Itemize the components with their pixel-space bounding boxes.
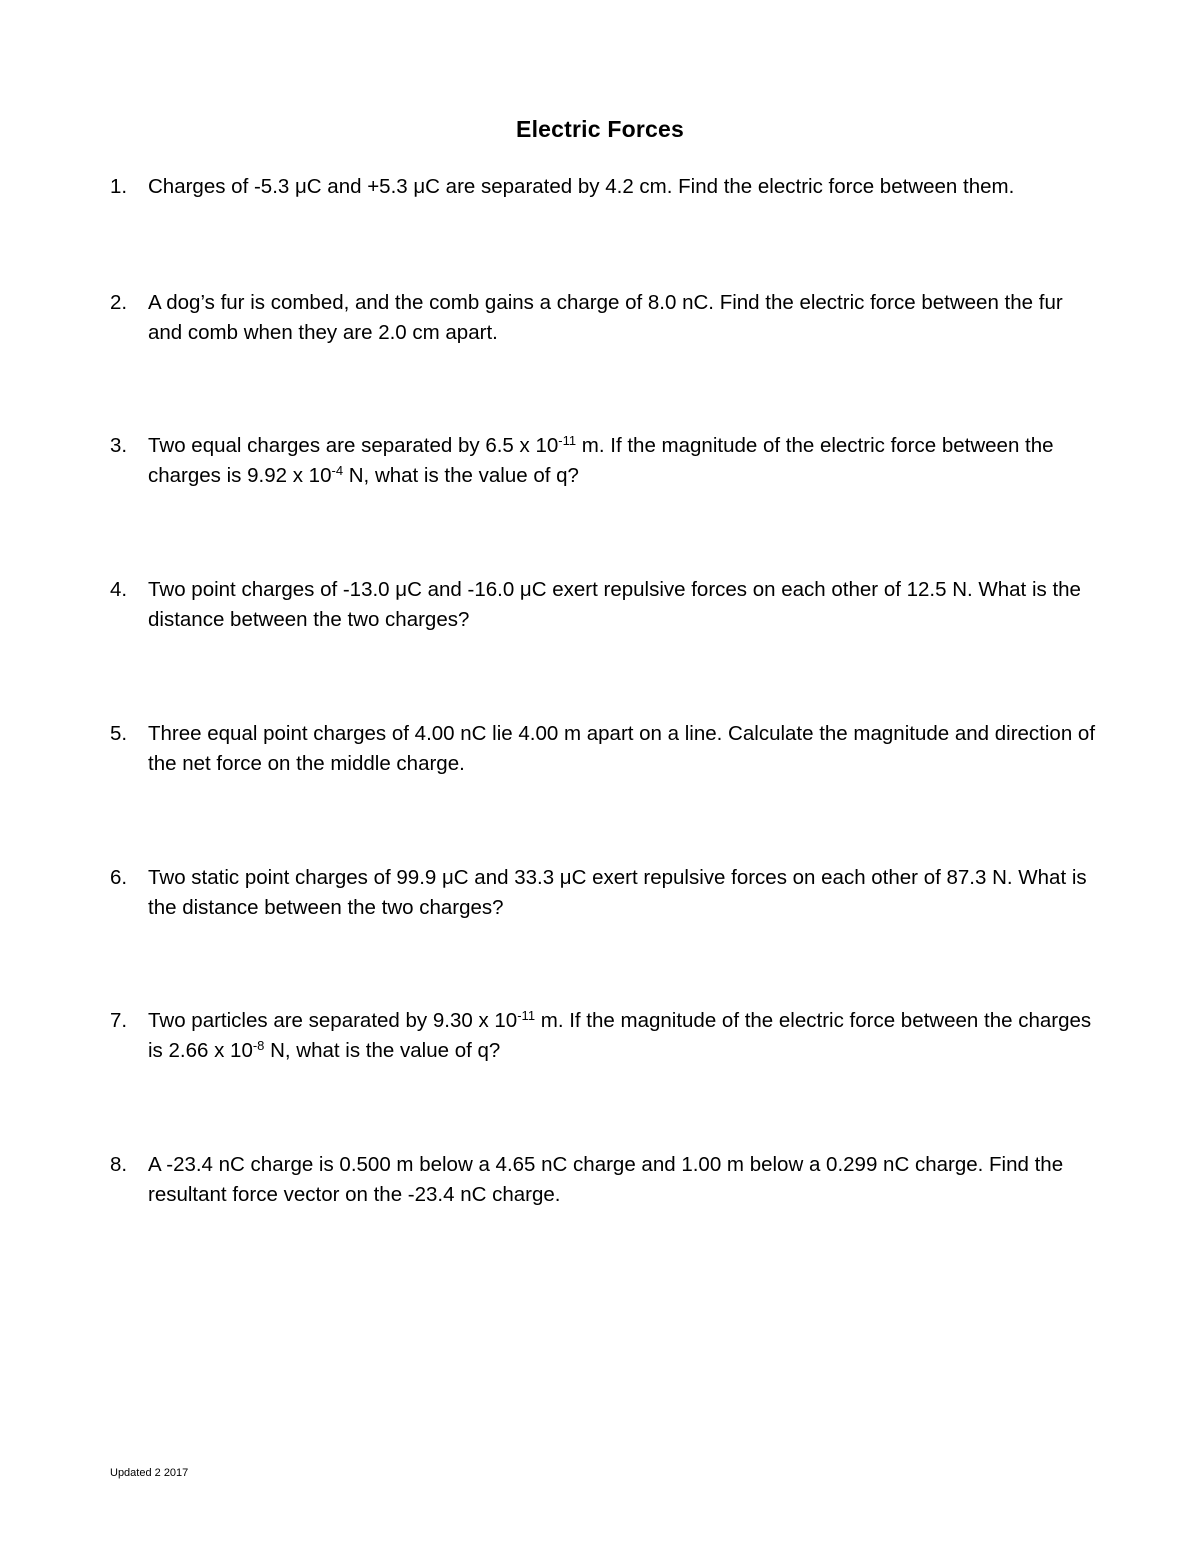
question-1 <box>110 172 1100 202</box>
question-number: 8. <box>110 1153 128 1176</box>
footer-updated-date: Updated 2 2017 <box>110 1467 189 1479</box>
question-number: 5. <box>110 722 128 745</box>
question-text: A dog’s fur is combed, and the comb gains a charge of 8.0 nC. Find the electric force between the fur and comb when they are 2.0 cm apart. <box>148 291 1063 344</box>
question-text: Charges of -5.3 μC and +5.3 μC are separated by 4.2 cm. Find the electric force between them. <box>148 175 1015 198</box>
question-text: Two equal charges are separated by 6.5 x $10^{-11}$ m. If the magnitude of the electric force between the charges is 9.92 x $10^{-4}$ N, what is the value of q? <box>148 432 1054 487</box>
exponent: -8 <box>252 1037 265 1053</box>
question-8 <box>110 1150 1100 1210</box>
question-5 <box>110 719 1100 779</box>
question-7 <box>110 1006 1100 1066</box>
question-number: 4. <box>110 578 128 601</box>
question-6 <box>110 863 1100 923</box>
question-number: 3. <box>110 434 128 457</box>
question-3 <box>110 431 1100 491</box>
question-2 <box>110 288 1100 348</box>
question-text: Two static point charges of 99.9 μC and 33.3 μC exert repulsive forces on each other of 87.3 N. What is the distance between the two charges? <box>148 866 1087 919</box>
question-number: 6. <box>110 866 128 889</box>
exponent: -11 <box>517 1007 536 1023</box>
question-number: 1. <box>110 175 128 198</box>
question-number: 2. <box>110 291 128 314</box>
exponent: -11 <box>558 432 577 448</box>
question-text: A -23.4 nC charge is 0.500 m below a 4.65 nC charge and 1.00 m below a 0.299 nC charge. Find the resultant force vector on the -23.4 nC charge. <box>148 1153 1064 1206</box>
question-text: Three equal point charges of 4.00 nC lie 4.00 m apart on a line. Calculate the magnitude and direction of the net force on the middle charge. <box>148 722 1096 775</box>
exponent: -4 <box>331 462 344 478</box>
question-4 <box>110 575 1100 635</box>
question-text: Two point charges of -13.0 μC and -16.0 μC exert repulsive forces on each other of 12.5 N. What is the distance between the two charges? <box>148 578 1081 631</box>
page-title: Electric Forces <box>516 116 684 142</box>
question-text: Two particles are separated by 9.30 x $10^{-11}$ m. If the magnitude of the electric force between the charges is 2.66 x $10^{-8}$ N, what is the value of q? <box>148 1007 1092 1062</box>
question-number: 7. <box>110 1009 128 1032</box>
